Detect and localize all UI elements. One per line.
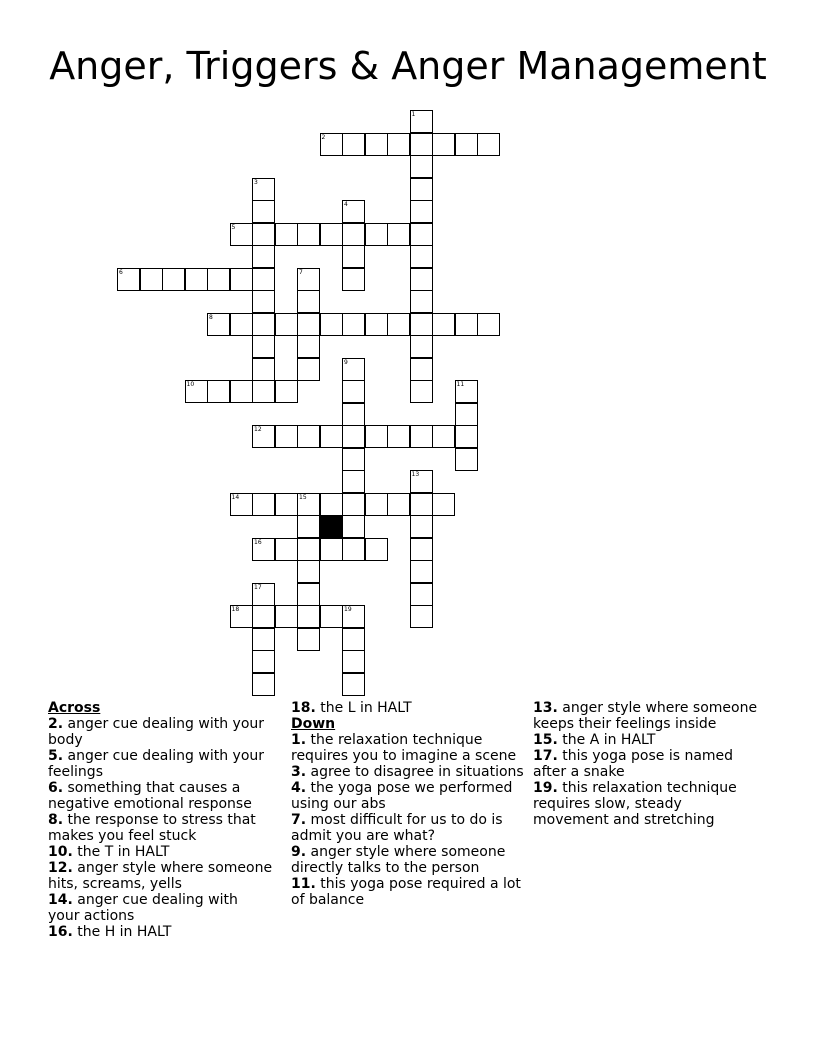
clue-down-17: 17. this yoga pose is named after a snake [533, 748, 734, 780]
grid-cell[interactable] [252, 380, 275, 403]
grid-cell[interactable] [297, 223, 320, 246]
cell-number: 3 [254, 178, 258, 186]
blocked-cell [320, 515, 343, 538]
cell-number: 8 [209, 313, 213, 321]
grid-cell[interactable] [207, 313, 230, 336]
grid-cell[interactable] [387, 493, 410, 516]
cell-number: 2 [321, 133, 326, 141]
cell-number: 4 [344, 201, 348, 208]
grid-cell[interactable] [432, 425, 455, 448]
grid-cell[interactable] [365, 313, 388, 336]
cell-number: 14 [231, 493, 240, 501]
clue-across-6: 6. something that causes a negative emotional response [48, 780, 252, 812]
clue-down-4: 4. the yoga pose we performed using our abs [291, 780, 513, 812]
grid-cell[interactable] [342, 268, 365, 291]
grid-cell[interactable] [455, 133, 478, 156]
puzzle-title: Anger, Triggers & Anger Management [49, 44, 767, 88]
grid-cell[interactable] [410, 155, 433, 178]
grid-cell[interactable] [365, 425, 388, 448]
grid-cell[interactable] [297, 515, 320, 538]
grid-cell[interactable] [410, 380, 433, 403]
grid-cell[interactable] [410, 200, 433, 223]
clue-down-7: 7. most difficult for us to do is admit you are what? [291, 812, 503, 844]
grid-cell[interactable] [207, 268, 230, 291]
grid-cell[interactable] [230, 268, 253, 291]
grid-cell[interactable] [275, 538, 298, 561]
grid-cell[interactable] [320, 223, 343, 246]
grid-cell[interactable] [297, 493, 320, 516]
grid-cell[interactable] [320, 538, 343, 561]
clue-across-12: 12. anger style where someone hits, screams, yells [48, 860, 273, 892]
grid-cell[interactable] [297, 290, 320, 313]
grid-cell[interactable] [410, 493, 433, 516]
clue-across-8: 8. the response to stress that makes you feel stuck [48, 812, 256, 844]
grid-cell[interactable] [365, 133, 388, 156]
cell-number: 6 [119, 268, 123, 276]
grid-cell[interactable] [387, 133, 410, 156]
grid-cell[interactable] [432, 493, 455, 516]
grid-cell[interactable] [252, 538, 275, 561]
grid-cell[interactable] [252, 583, 275, 606]
clue-across-18: 18. the L in HALT [291, 700, 412, 716]
grid-cell[interactable] [342, 650, 365, 673]
cell-number: 19 [344, 606, 352, 613]
grid-cell[interactable] [410, 133, 433, 156]
clue-across-5: 5. anger cue dealing with your feelings [48, 748, 265, 780]
grid-cell[interactable] [252, 358, 275, 381]
grid-cell[interactable] [342, 515, 365, 538]
cell-number: 17 [254, 583, 262, 591]
grid-cell[interactable] [275, 493, 298, 516]
grid-cell[interactable] [252, 628, 275, 651]
grid-cell[interactable] [410, 223, 433, 246]
grid-cell[interactable] [230, 313, 253, 336]
cell-number: 11 [456, 381, 465, 388]
grid-cell[interactable] [275, 313, 298, 336]
grid-cell[interactable] [230, 605, 253, 628]
grid-cell[interactable] [230, 380, 253, 403]
grid-cell[interactable] [275, 380, 298, 403]
grid-cell[interactable] [387, 223, 410, 246]
grid-cell[interactable] [320, 313, 343, 336]
clue-down-13: 13. anger style where someone keeps their feelings inside [533, 700, 758, 732]
grid-cell[interactable] [477, 133, 500, 156]
grid-cell[interactable] [342, 200, 365, 223]
grid-cell[interactable] [297, 583, 320, 606]
grid-cell[interactable] [342, 223, 365, 246]
grid-cell[interactable] [297, 425, 320, 448]
clue-down-3: 3. agree to disagree in situations [291, 764, 524, 780]
grid-cell[interactable] [297, 358, 320, 381]
grid-cell[interactable] [342, 470, 365, 493]
grid-cell[interactable] [410, 560, 433, 583]
cell-number: 15 [299, 493, 307, 501]
grid-cell[interactable] [477, 313, 500, 336]
grid-cell[interactable] [297, 313, 320, 336]
grid-cell[interactable] [252, 268, 275, 291]
grid-cell[interactable] [410, 515, 433, 538]
clues-column-1 [48, 700, 273, 940]
grid-cell[interactable] [252, 313, 275, 336]
grid-cell[interactable] [252, 673, 275, 696]
grid-cell[interactable] [342, 425, 365, 448]
grid-cell[interactable] [297, 538, 320, 561]
grid-cell[interactable] [230, 493, 253, 516]
cell-number: 12 [254, 426, 262, 433]
across-heading: Across [48, 700, 101, 716]
grid-cell[interactable] [320, 493, 343, 516]
grid-cell[interactable] [387, 313, 410, 336]
grid-cell[interactable] [342, 538, 365, 561]
grid-cell[interactable] [365, 223, 388, 246]
grid-cell[interactable] [410, 335, 433, 358]
grid-cell[interactable] [140, 268, 163, 291]
grid-cell[interactable] [342, 673, 365, 696]
cell-number: 9 [344, 358, 348, 366]
grid-cell[interactable] [410, 290, 433, 313]
grid-cell[interactable] [252, 335, 275, 358]
clue-across-10: 10. the T in HALT [48, 844, 170, 860]
cell-number: 13 [411, 471, 420, 478]
grid-cell[interactable] [320, 605, 343, 628]
grid-cell[interactable] [275, 425, 298, 448]
clues-column-3 [533, 700, 758, 828]
cell-number: 10 [186, 381, 195, 388]
clue-across-16: 16. the H in HALT [48, 924, 172, 940]
grid-cell[interactable] [342, 493, 365, 516]
grid-cell[interactable] [387, 425, 410, 448]
grid-cell[interactable] [410, 470, 433, 493]
grid-cell[interactable] [365, 493, 388, 516]
grid-cell[interactable] [320, 425, 343, 448]
grid-cell[interactable] [410, 110, 433, 133]
clue-down-9: 9. anger style where someone directly talks to the person [291, 844, 506, 876]
grid-cell[interactable] [455, 448, 478, 471]
grid-cell[interactable] [297, 268, 320, 291]
grid-cell[interactable] [410, 425, 433, 448]
down-heading: Down [291, 716, 336, 732]
grid-cell[interactable] [365, 538, 388, 561]
grid-cell[interactable] [410, 538, 433, 561]
grid-cell[interactable] [252, 178, 275, 201]
grid-cell[interactable] [410, 178, 433, 201]
grid-cell[interactable] [252, 493, 275, 516]
grid-cell[interactable] [252, 200, 275, 223]
grid-cell[interactable] [117, 268, 140, 291]
grid-cell[interactable] [252, 425, 275, 448]
grid-cell[interactable] [297, 605, 320, 628]
grid-cell[interactable] [252, 290, 275, 313]
grid-cell[interactable] [432, 133, 455, 156]
grid-cell[interactable] [455, 380, 478, 403]
grid-cell[interactable] [252, 245, 275, 268]
clue-across-2: 2. anger cue dealing with your body [48, 716, 265, 748]
cell-number: 1 [411, 111, 416, 118]
grid-cell[interactable] [275, 223, 298, 246]
clue-down-19: 19. this relaxation technique requires slow, steady movement and stretching [533, 780, 737, 828]
grid-cell[interactable] [207, 380, 230, 403]
grid-cell[interactable] [342, 605, 365, 628]
grid-cell[interactable] [410, 358, 433, 381]
cell-number: 5 [231, 223, 236, 231]
grid-cell[interactable] [455, 313, 478, 336]
grid-cell[interactable] [297, 628, 320, 651]
grid-cell[interactable] [342, 133, 365, 156]
grid-cell[interactable] [342, 245, 365, 268]
grid-cell[interactable] [275, 605, 298, 628]
grid-cell[interactable] [185, 380, 208, 403]
grid-cell[interactable] [162, 268, 185, 291]
grid-cell[interactable] [455, 403, 478, 426]
clue-across-14: 14. anger cue dealing with your actions [48, 892, 238, 924]
grid-cell[interactable] [252, 650, 275, 673]
cell-number: 18 [231, 606, 240, 613]
grid-cell[interactable] [252, 223, 275, 246]
grid-cell[interactable] [410, 605, 433, 628]
grid-cell[interactable] [320, 133, 343, 156]
grid-cell[interactable] [342, 628, 365, 651]
grid-cell[interactable] [297, 560, 320, 583]
cell-number: 16 [254, 538, 262, 546]
clue-down-1: 1. the relaxation technique requires you to imagine a scene [291, 732, 517, 764]
grid-cell[interactable] [432, 313, 455, 336]
clue-down-15: 15. the A in HALT [533, 732, 656, 748]
grid-cell[interactable] [297, 335, 320, 358]
grid-cell[interactable] [410, 245, 433, 268]
grid-cell[interactable] [342, 313, 365, 336]
grid-cell[interactable] [342, 358, 365, 381]
grid-cell[interactable] [410, 313, 433, 336]
clue-down-11: 11. this yoga pose required a lot of balance [291, 876, 521, 908]
grid-cell[interactable] [410, 268, 433, 291]
grid-cell[interactable] [342, 380, 365, 403]
grid-cell[interactable] [230, 223, 253, 246]
clues-column-2 [291, 700, 526, 908]
grid-cell[interactable] [455, 425, 478, 448]
grid-cell[interactable] [342, 403, 365, 426]
grid-cell[interactable] [252, 605, 275, 628]
grid-cell[interactable] [185, 268, 208, 291]
grid-cell[interactable] [342, 448, 365, 471]
grid-cell[interactable] [410, 583, 433, 606]
cell-number: 7 [299, 268, 303, 276]
